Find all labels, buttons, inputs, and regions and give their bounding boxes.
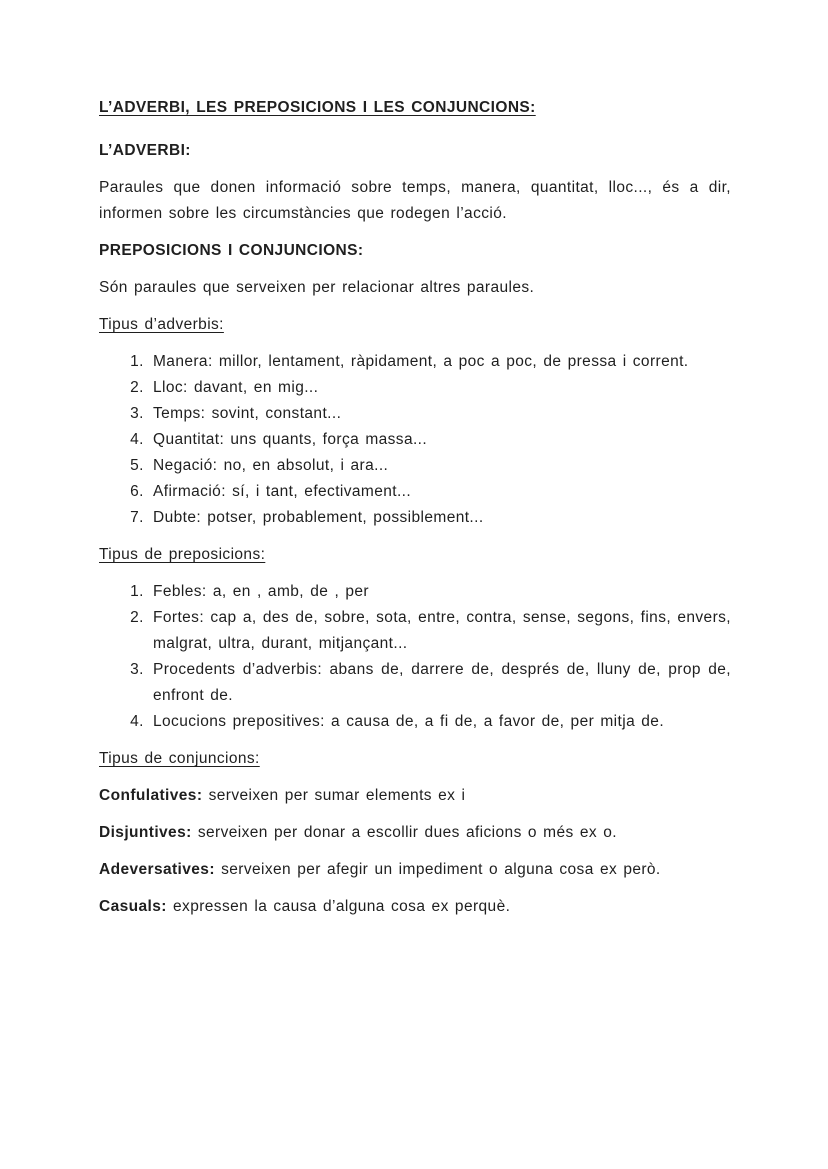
adverb-definition-paragraph: Paraules que donen informació sobre temps, manera, quantitat, lloc..., és a dir, informen sobre les circumstàncies que rodegen l’acció. [99,179,731,222]
conjunction-term: Disjuntives: [99,824,192,841]
preposition-type-item: 4. Locucions prepositives: a causa de, a fi de, a favor de, per mitja de. [150,709,731,735]
preposition-type-item: 2. Fortes: cap a, des de, sobre, sota, entre, contra, sense, segons, fins, envers, malgrat, ultra, durant, mitjançant... [150,605,731,657]
conjunction-definition: serveixen per sumar elements ex i [208,787,466,804]
adverb-types-list [99,349,731,531]
adverb-type-item: 2. Lloc: davant, en mig... [150,375,731,401]
conjunction-type-paragraph [99,857,731,883]
conjunction-term: Casuals: [99,898,167,915]
conjunction-definition: serveixen per afegir un impediment o alguna cosa ex però. [221,861,661,878]
adverb-type-item: 6. Afirmació: sí, i tant, efectivament... [150,479,731,505]
conjunction-term: Confulatives: [99,787,203,804]
preposition-types-heading: Tipus de preposicions: [99,546,266,563]
prepositions-conjunctions-paragraph: Són paraules que serveixen per relacionar altres paraules. [99,279,535,296]
adverb-types-heading: Tipus d’adverbis: [99,316,224,333]
adverb-section-heading: L’ADVERBI: [99,142,191,159]
adverb-type-item: 7. Dubte: potser, probablement, possiblement... [150,505,731,531]
document-title: L’ADVERBI, LES PREPOSICIONS I LES CONJUNCIONS: [99,99,536,116]
conjunction-type-paragraph [99,783,731,809]
adverb-type-item: 1. Manera: millor, lentament, ràpidament, a poc a poc, de pressa i corrent. [150,349,731,375]
preposition-type-item: 1. Febles: a, en , amb, de , per [150,579,731,605]
prepositions-conjunctions-heading: PREPOSICIONS I CONJUNCIONS: [99,242,364,259]
conjunction-types-heading: Tipus de conjuncions: [99,750,260,767]
preposition-types-list [99,579,731,735]
preposition-type-item: 3. Procedents d’adverbis: abans de, darrere de, després de, lluny de, prop de, enfront de. [150,657,731,709]
conjunction-type-paragraph [99,894,731,920]
adverb-type-item: 4. Quantitat: uns quants, força massa... [150,427,731,453]
conjunction-term: Adeversatives: [99,861,215,878]
conjunction-definition: serveixen per donar a escollir dues aficions o més ex o. [197,824,617,841]
conjunction-definition: expressen la causa d’alguna cosa ex perquè. [173,898,511,915]
adverb-type-item: 5. Negació: no, en absolut, i ara... [150,453,731,479]
conjunction-type-paragraph [99,820,731,846]
adverb-type-item: 3. Temps: sovint, constant... [150,401,731,427]
